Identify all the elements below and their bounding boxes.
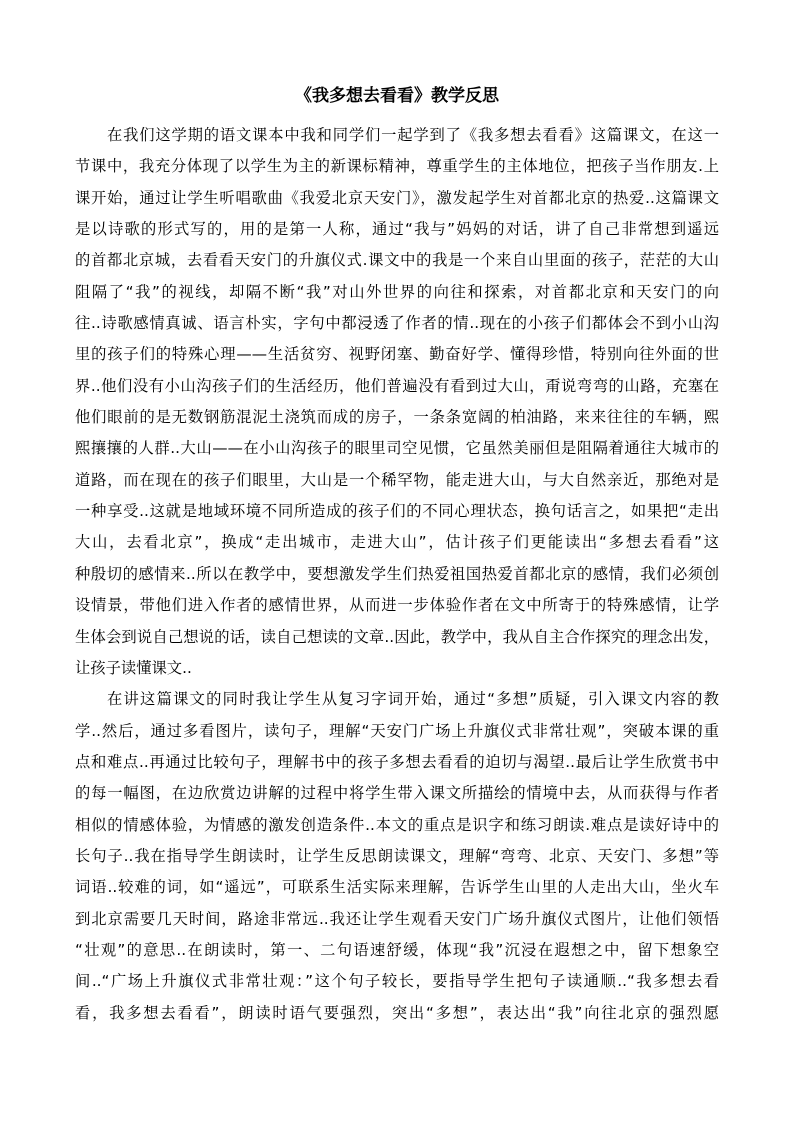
text-line: 熙攘攘的人群..大山——在小山沟孩子的眼里司空见惯，它虽然美丽但是阻隔着通往大城市的 bbox=[75, 439, 719, 458]
text-line: 大山，去看北京”，换成“走出城市，走进大山”，估计孩子们更能读出“多想去看看”这 bbox=[75, 533, 719, 552]
text-line: 长句子..我在指导学生朗读时，让学生反思朗读课文，理解“弯弯、北京、天安门、多想”等 bbox=[75, 846, 719, 865]
text-line: 往..诗歌感情真诚、语言朴实，字句中都浸透了作者的情..现在的小孩子们都体会不到小山沟 bbox=[75, 314, 719, 333]
text-line: 在我们这学期的语文课本中我和同学们一起学到了《我多想去看看》这篇课文，在这一 bbox=[107, 126, 719, 144]
text-line: 阻隔了“我”的视线，却隔不断“我”对山外世界的向往和探索，对首都北京和天安门的向 bbox=[75, 282, 719, 301]
paragraph-1 bbox=[75, 120, 719, 684]
text-line: 道路，而在现在的孩子们眼里，大山是一个稀罕物，能走进大山，与大自然亲近，那绝对是 bbox=[75, 470, 719, 489]
text-line: 让孩子读懂课文.. bbox=[75, 658, 192, 677]
text-line: “壮观”的意思..在朗读时，第一、二句语速舒缓，体现“我”沉浸在遐想之中，留下想象空 bbox=[75, 940, 719, 959]
text-line: 到北京需要几天时间，路途非常远..我还让学生观看天安门广场升旗仪式图片，让他们领悟 bbox=[75, 909, 719, 928]
paragraph-2 bbox=[75, 684, 719, 1029]
text-line: 课开始，通过让学生听唱歌曲《我爱北京天安门》，激发起学生对首都北京的热爱..这篇课文 bbox=[75, 188, 719, 207]
text-line: 是以诗歌的形式写的，用的是第一人称，通过“我与”妈妈的对话，讲了自己非常想到遥远 bbox=[75, 220, 719, 239]
text-line: 界..他们没有小山沟孩子们的生活经历，他们普遍没有看到过大山，甭说弯弯的山路，充塞在 bbox=[75, 376, 719, 395]
text-line: 一种享受..这就是地域环境不同所造成的孩子们的不同心理状态，换句话言之，如果把“走出 bbox=[75, 502, 719, 521]
text-line: 的每一幅图，在边欣赏边讲解的过程中将学生带入课文所描绘的情境中去，从而获得与作者 bbox=[75, 784, 719, 803]
text-line: 种殷切的感情来..所以在教学中，要想激发学生们热爱祖国热爱首都北京的感情，我们必须创 bbox=[75, 564, 719, 583]
text-line: 相似的情感体验，为情感的激发创造条件..本文的重点是识字和练习朗读.难点是读好诗中的 bbox=[75, 815, 719, 834]
text-line: 设情景，带他们进入作者的感情世界，从而进一步体验作者在文中所寄于的特殊感情，让学 bbox=[75, 596, 719, 615]
text-line: 的首都北京城，去看看天安门的升旗仪式.课文中的我是一个来自山里面的孩子，茫茫的大山 bbox=[75, 251, 719, 270]
text-line: 看，我多想去看看”，朗读时语气要强烈，突出“多想”，表达出“我”向往北京的强烈愿 bbox=[75, 1003, 719, 1022]
text-line: 他们眼前的是无数钢筋混泥土浇筑而成的房子，一条条宽阔的柏油路，来来往往的车辆，熙 bbox=[75, 408, 719, 427]
text-line: 间..“广场上升旗仪式非常壮观：”这个句子较长，要指导学生把句子读通顺..“我多想去看 bbox=[75, 972, 719, 991]
text-line: 生体会到说自己想说的话，读自己想读的文章..因此，教学中，我从自主合作探究的理念出发， bbox=[75, 627, 719, 646]
text-line: 里的孩子们的特殊心理——生活贫穷、视野闭塞、勤奋好学、懂得珍惜，特别向往外面的世 bbox=[75, 345, 719, 364]
document-title: 《我多想去看看》教学反思 bbox=[295, 86, 499, 106]
text-line: 词语..较难的词，如“遥远”，可联系生活实际来理解，告诉学生山里的人走出大山，坐火车 bbox=[75, 878, 719, 897]
text-line: 节课中，我充分体现了以学生为主的新课标精神，尊重学生的主体地位，把孩子当作朋友.上 bbox=[75, 157, 719, 176]
text-line: 学..然后，通过多看图片，读句子，理解“天安门广场上升旗仪式非常壮观”，突破本课的重 bbox=[75, 721, 719, 740]
document-body bbox=[75, 120, 719, 1029]
text-line: 点和难点..再通过比较句子，理解书中的孩子多想去看看的迫切与渴望..最后让学生欣赏书中 bbox=[75, 752, 719, 771]
text-line: 在讲这篇课文的同时我让学生从复习字词开始，通过“多想”质疑，引入课文内容的教 bbox=[107, 690, 719, 709]
